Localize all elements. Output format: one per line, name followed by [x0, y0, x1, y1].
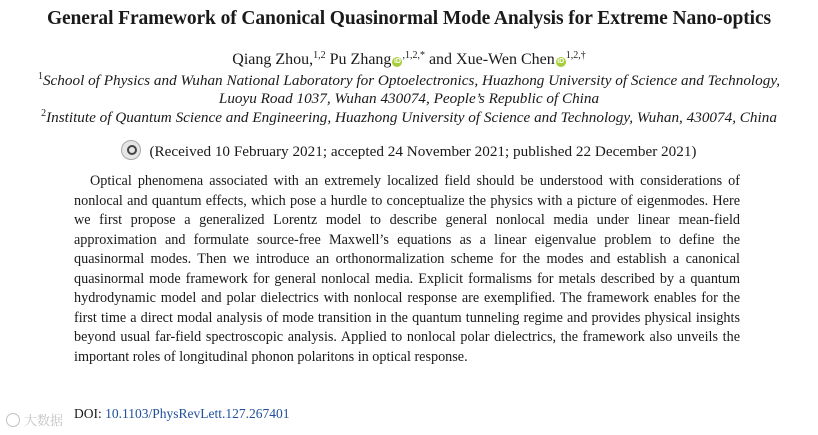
- affiliation-text: School of Physics and Wuhan National Laboratory for Optoelectronics, Huazhong University of Science and Technology,: [42, 72, 781, 89]
- abstract: [74, 172, 740, 367]
- doi-label: DOI:: [74, 406, 102, 421]
- crossmark-icon[interactable]: [121, 140, 141, 160]
- orcid-icon[interactable]: iD: [557, 58, 565, 65]
- watermark-text: 大数据: [24, 414, 64, 429]
- author-affiliation-marker: ,1,2,*: [402, 50, 425, 61]
- publication-history: [0, 140, 818, 161]
- author-name: and Xue-Wen Chen: [428, 51, 555, 68]
- doi-line: [74, 406, 290, 422]
- author-list: [0, 50, 818, 69]
- affiliation-marker: 1: [37, 71, 43, 82]
- doi-link[interactable]: 10.1103/PhysRevLett.127.267401: [105, 406, 290, 421]
- watermark: [6, 410, 63, 429]
- watermark-icon: [6, 413, 20, 427]
- author-affiliation-marker: 1,2,†: [565, 50, 586, 61]
- author-affiliation-marker: 1,2: [313, 50, 326, 61]
- affiliation-marker: 2: [41, 108, 47, 119]
- affiliation-1-continued: Luoyu Road 1037, Wuhan 430074, People’s Republic of China: [218, 90, 600, 107]
- abstract-text: Optical phenomena associated with an extremely localized field should be understood with considerations of nonlocal and quantum effects, which pose a hurdle to conceptualize the physics with a picture of eigenmodes. Here we first propose a generalized Lorentz model to describe general nonlocal media under linear mean-field approximation and formulate source-free Maxwell’s equations as a linear eigenvalue problem to define the quasinormal modes. Then we introduce an orthonormalization scheme for the modes and establish a canonical quasinormal mode framework for general nonlocal media. Explicit formalisms for metals described by a quantum hydrodynamic model and polar dielectrics with nonlocal response are exemplified. The framework enables for the first time a direct modal analysis of mode transition in the quantum tunneling regime and provides physical insights beyond usual far-field spectroscopic analysis. Applied to nonlocal polar dielectrics, the framework also unveils the important roles of longitudinal phonon polaritons in optical response.: [74, 173, 740, 365]
- received-dates: (Received 10 February 2021; accepted 24 November 2021; published 22 December 2021): [149, 143, 697, 160]
- affiliation-1: [0, 71, 818, 90]
- orcid-icon[interactable]: iD: [393, 58, 401, 65]
- paper-title: General Framework of Canonical Quasinormal Mode Analysis for Extreme Nano-optics: [46, 8, 772, 29]
- author-name: Qiang Zhou,: [232, 51, 314, 68]
- affiliation-2: [0, 108, 818, 127]
- affiliation-text: Institute of Quantum Science and Engineering, Huazhong University of Science and Technology, Wuhan, 430074, China: [46, 109, 777, 126]
- author-name: Pu Zhang: [329, 51, 392, 68]
